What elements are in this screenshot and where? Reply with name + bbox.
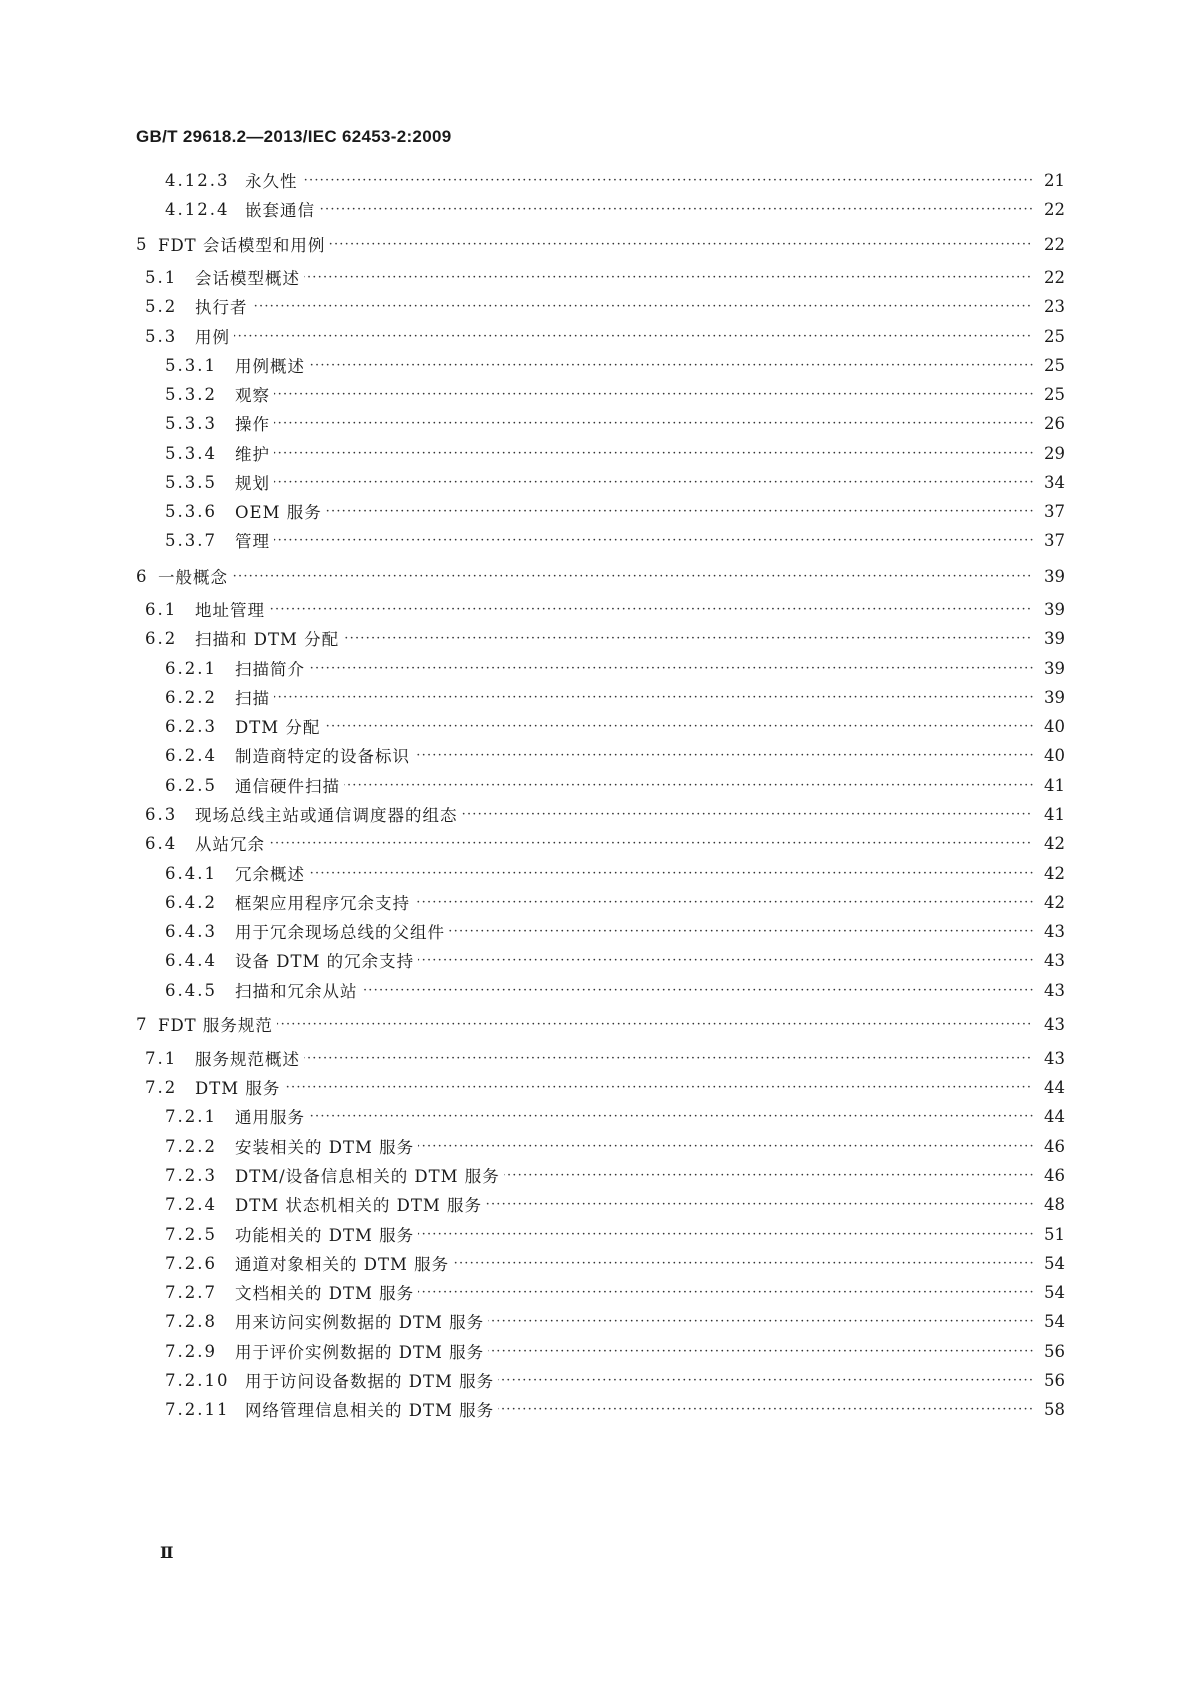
toc-entry-title: 通信硬件扫描	[235, 773, 344, 797]
toc-entry-number: 6.4.2	[165, 892, 217, 912]
toc-entry[interactable]	[0, 1280, 1191, 1304]
toc-entry[interactable]	[0, 197, 1191, 221]
toc-entry[interactable]	[0, 948, 1191, 972]
toc-entry-page: 37	[1035, 502, 1065, 521]
toc-entry-page: 42	[1035, 864, 1065, 883]
toc-entry[interactable]	[0, 773, 1191, 797]
toc-leader-dots	[235, 528, 1033, 552]
toc-leader-dots	[235, 656, 1033, 680]
document-code-header: GB/T 29618.2—2013/IEC 62453-2:2009	[136, 127, 452, 146]
toc-entry[interactable]	[0, 743, 1191, 767]
toc-entry[interactable]	[0, 861, 1191, 885]
toc-entry[interactable]	[0, 656, 1191, 680]
toc-entry[interactable]	[0, 890, 1191, 914]
toc-leader-dots	[235, 470, 1033, 494]
toc-leader-dots	[158, 1012, 1033, 1036]
toc-entry-title: 现场总线主站或通信调度器的组态	[195, 802, 462, 826]
toc-leader-dots	[195, 294, 1033, 318]
toc-entry-number: 6.2.2	[165, 687, 217, 707]
toc-entry-number: 7.2.2	[165, 1136, 217, 1156]
toc-leader-dots	[195, 265, 1033, 289]
toc-entry-title: OEM 服务	[235, 499, 326, 523]
toc-entry[interactable]	[0, 382, 1191, 406]
toc-entry-title: 一般概念	[158, 564, 232, 588]
toc-entry-page: 40	[1035, 717, 1065, 736]
toc-entry-page: 39	[1035, 567, 1065, 586]
toc-entry[interactable]	[0, 1075, 1191, 1099]
toc-entry-title: 通道对象相关的 DTM 服务	[235, 1251, 453, 1275]
toc-leader-dots	[235, 1104, 1033, 1128]
toc-entry-title: 规划	[235, 470, 274, 494]
toc-entry-page: 41	[1035, 805, 1065, 824]
page-number-footer: Ⅱ	[160, 1543, 174, 1562]
toc-entry[interactable]	[0, 1368, 1191, 1392]
toc-entry-title: 操作	[235, 411, 274, 435]
toc-entry-page: 25	[1035, 327, 1065, 346]
toc-entry-number: 5.3.2	[165, 384, 217, 404]
toc-entry[interactable]	[0, 1134, 1191, 1158]
toc-leader-dots	[235, 861, 1033, 885]
toc-entry-title: 功能相关的 DTM 服务	[235, 1222, 418, 1246]
toc-entry-page: 48	[1035, 1195, 1065, 1214]
toc-entry-number: 6.2.1	[165, 658, 217, 678]
toc-entry-page: 56	[1035, 1371, 1065, 1390]
toc-entry[interactable]	[0, 978, 1191, 1002]
toc-entry-title: 嵌套通信	[245, 197, 319, 221]
toc-entry-number: 4.12.4	[165, 199, 230, 219]
toc-entry-page: 42	[1035, 893, 1065, 912]
toc-leader-dots	[195, 597, 1033, 621]
toc-entry-page: 40	[1035, 746, 1065, 765]
toc-entry-title: 通用服务	[235, 1104, 309, 1128]
toc-entry-title: 观察	[235, 382, 274, 406]
toc-entry-title: 用于访问设备数据的 DTM 服务	[245, 1368, 498, 1392]
toc-entry[interactable]	[0, 441, 1191, 465]
toc-entry[interactable]	[0, 626, 1191, 650]
toc-entry-number: 4.12.3	[165, 170, 230, 190]
toc-entry-page: 46	[1035, 1166, 1065, 1185]
toc-leader-dots	[235, 773, 1033, 797]
toc-entry-title: 安装相关的 DTM 服务	[235, 1134, 418, 1158]
toc-leader-dots	[235, 353, 1033, 377]
toc-entry-page: 44	[1035, 1078, 1065, 1097]
toc-entry-page: 26	[1035, 414, 1065, 433]
toc-entry-page: 54	[1035, 1312, 1065, 1331]
toc-leader-dots	[158, 564, 1033, 588]
toc-entry-page: 43	[1035, 951, 1065, 970]
toc-entry-number: 7.2.10	[165, 1370, 230, 1390]
toc-leader-dots	[195, 1046, 1033, 1070]
toc-entry-number: 5.3.1	[165, 355, 217, 375]
toc-entry-title: FDT 服务规范	[158, 1012, 277, 1036]
toc-entry-number: 5.3.3	[165, 413, 217, 433]
toc-entry[interactable]	[0, 1339, 1191, 1363]
toc-entry[interactable]	[0, 1397, 1191, 1421]
toc-entry-number: 7.2	[145, 1077, 178, 1097]
toc-entry-title: FDT 会话模型和用例	[158, 232, 329, 256]
toc-entry-title: 永久性	[245, 168, 302, 192]
toc-entry-title: DTM 分配	[235, 714, 324, 738]
toc-entry-page: 56	[1035, 1342, 1065, 1361]
toc-entry-title: 制造商特定的设备标识	[235, 743, 414, 767]
toc-entry[interactable]	[0, 685, 1191, 709]
toc-entry-title: 框架应用程序冗余支持	[235, 890, 414, 914]
toc-leader-dots	[235, 441, 1033, 465]
toc-entry[interactable]	[0, 528, 1191, 552]
toc-entry-page: 34	[1035, 473, 1065, 492]
toc-entry[interactable]	[0, 1192, 1191, 1216]
toc-entry-title: 用例概述	[235, 353, 309, 377]
toc-entry-number: 6.4.1	[165, 863, 217, 883]
toc-entry-number: 5.3.7	[165, 530, 217, 550]
toc-entry-title: DTM 服务	[195, 1075, 284, 1099]
toc-entry-number: 6.4	[145, 833, 178, 853]
toc-entry-number: 6.4.5	[165, 980, 217, 1000]
toc-entry-page: 22	[1035, 200, 1065, 219]
toc-entry-title: 用例	[195, 324, 234, 348]
toc-leader-dots	[195, 1075, 1033, 1099]
toc-entry[interactable]	[0, 353, 1191, 377]
toc-entry-title: 维护	[235, 441, 274, 465]
toc-entry-page: 39	[1035, 688, 1065, 707]
toc-entry-page: 43	[1035, 1015, 1065, 1034]
toc-entry-number: 7.2.11	[165, 1399, 230, 1419]
toc-leader-dots	[245, 168, 1033, 192]
toc-entry-number: 7.2.1	[165, 1106, 217, 1126]
toc-entry-page: 58	[1035, 1400, 1065, 1419]
toc-entry[interactable]	[0, 168, 1191, 192]
toc-entry-title: 扫描	[235, 685, 274, 709]
toc-entry-title: 执行者	[195, 294, 252, 318]
toc-entry-title: 用于评价实例数据的 DTM 服务	[235, 1339, 488, 1363]
toc-leader-dots	[195, 324, 1033, 348]
toc-entry-page: 54	[1035, 1254, 1065, 1273]
toc-entry-title: 扫描简介	[235, 656, 309, 680]
toc-entry-page: 21	[1035, 171, 1065, 190]
toc-entry-number: 6.3	[145, 804, 178, 824]
toc-entry-page: 37	[1035, 531, 1065, 550]
toc-entry[interactable]	[0, 1309, 1191, 1333]
toc-entry[interactable]	[0, 499, 1191, 523]
toc-entry[interactable]	[0, 232, 1191, 256]
toc-entry-number: 7.2.4	[165, 1194, 217, 1214]
toc-entry-page: 25	[1035, 356, 1065, 375]
toc-entry-page: 39	[1035, 659, 1065, 678]
toc-entry-page: 41	[1035, 776, 1065, 795]
toc-entry-page: 54	[1035, 1283, 1065, 1302]
toc-leader-dots	[235, 411, 1033, 435]
toc-entry-number: 5.3.5	[165, 472, 217, 492]
toc-entry[interactable]	[0, 919, 1191, 943]
toc-entry-number: 6.2.4	[165, 745, 217, 765]
toc-entry-number: 5.3.4	[165, 443, 217, 463]
toc-entry[interactable]	[0, 411, 1191, 435]
toc-entry-title: 网络管理信息相关的 DTM 服务	[245, 1397, 498, 1421]
toc-entry-title: 设备 DTM 的冗余支持	[235, 948, 418, 972]
toc-entry-page: 51	[1035, 1225, 1065, 1244]
toc-entry-number: 7.2.7	[165, 1282, 217, 1302]
toc-entry-page: 43	[1035, 922, 1065, 941]
toc-entry-number: 6.1	[145, 599, 178, 619]
toc-entry-number: 7.2.3	[165, 1165, 217, 1185]
toc-leader-dots	[235, 714, 1033, 738]
toc-leader-dots	[195, 831, 1033, 855]
toc-entry-number: 7.2.6	[165, 1253, 217, 1273]
toc-entry[interactable]	[0, 470, 1191, 494]
toc-entry-number: 6.2.5	[165, 775, 217, 795]
toc-entry[interactable]	[0, 831, 1191, 855]
toc-entry-title: 扫描和 DTM 分配	[195, 626, 343, 650]
toc-leader-dots	[235, 499, 1033, 523]
toc-entry-title: 文档相关的 DTM 服务	[235, 1280, 418, 1304]
toc-entry-page: 25	[1035, 385, 1065, 404]
toc-entry-page: 42	[1035, 834, 1065, 853]
toc-entry[interactable]	[0, 1163, 1191, 1187]
toc-entry-page: 39	[1035, 629, 1065, 648]
toc-entry-title: 冗余概述	[235, 861, 309, 885]
toc-entry-title: DTM 状态机相关的 DTM 服务	[235, 1192, 486, 1216]
toc-entry[interactable]	[0, 802, 1191, 826]
toc-entry[interactable]	[0, 1046, 1191, 1070]
toc-entry-number: 6.2	[145, 628, 178, 648]
toc-entry[interactable]	[0, 597, 1191, 621]
toc-leader-dots	[235, 382, 1033, 406]
toc-entry-number: 5.3	[145, 326, 178, 346]
toc-entry-page: 43	[1035, 1049, 1065, 1068]
toc-entry-page: 23	[1035, 297, 1065, 316]
toc-entry-title: 管理	[235, 528, 274, 552]
toc-entry-page: 44	[1035, 1107, 1065, 1126]
toc-entry[interactable]	[0, 1222, 1191, 1246]
toc-entry-page: 22	[1035, 268, 1065, 287]
toc-entry-title: 会话模型概述	[195, 265, 304, 289]
toc-entry[interactable]	[0, 265, 1191, 289]
toc-entry-number: 6	[136, 566, 149, 586]
toc-entry-number: 5.1	[145, 267, 178, 287]
toc-entry-page: 22	[1035, 235, 1065, 254]
toc-entry-title: 用于冗余现场总线的父组件	[235, 919, 449, 943]
toc-entry-title: DTM/设备信息相关的 DTM 服务	[235, 1163, 504, 1187]
toc-entry-page: 39	[1035, 600, 1065, 619]
toc-entry-number: 5	[136, 234, 149, 254]
toc-entry-number: 7.2.8	[165, 1311, 217, 1331]
toc-entry[interactable]	[0, 1104, 1191, 1128]
toc-entry-number: 7	[136, 1014, 149, 1034]
toc-leader-dots	[235, 685, 1033, 709]
toc-entry[interactable]	[0, 564, 1191, 588]
toc-entry-title: 服务规范概述	[195, 1046, 304, 1070]
toc-entry-title: 从站冗余	[195, 831, 269, 855]
toc-entry-number: 6.4.3	[165, 921, 217, 941]
toc-entry[interactable]	[0, 294, 1191, 318]
toc-entry[interactable]	[0, 1012, 1191, 1036]
toc-entry[interactable]	[0, 324, 1191, 348]
toc-entry[interactable]	[0, 714, 1191, 738]
toc-entry-title: 用来访问实例数据的 DTM 服务	[235, 1309, 488, 1333]
toc-entry-number: 7.2.5	[165, 1224, 217, 1244]
toc-entry-number: 7.2.9	[165, 1341, 217, 1361]
toc-entry-title: 地址管理	[195, 597, 269, 621]
toc-entry-number: 7.1	[145, 1048, 178, 1068]
toc-entry-number: 5.2	[145, 296, 178, 316]
toc-entry-number: 5.3.6	[165, 501, 217, 521]
toc-entry-page: 43	[1035, 981, 1065, 1000]
toc-entry-title: 扫描和冗余从站	[235, 978, 362, 1002]
toc-entry-page: 46	[1035, 1137, 1065, 1156]
toc-entry-page: 29	[1035, 444, 1065, 463]
toc-entry-number: 6.4.4	[165, 950, 217, 970]
toc-entry-number: 6.2.3	[165, 716, 217, 736]
toc-leader-dots	[245, 197, 1033, 221]
toc-entry[interactable]	[0, 1251, 1191, 1275]
